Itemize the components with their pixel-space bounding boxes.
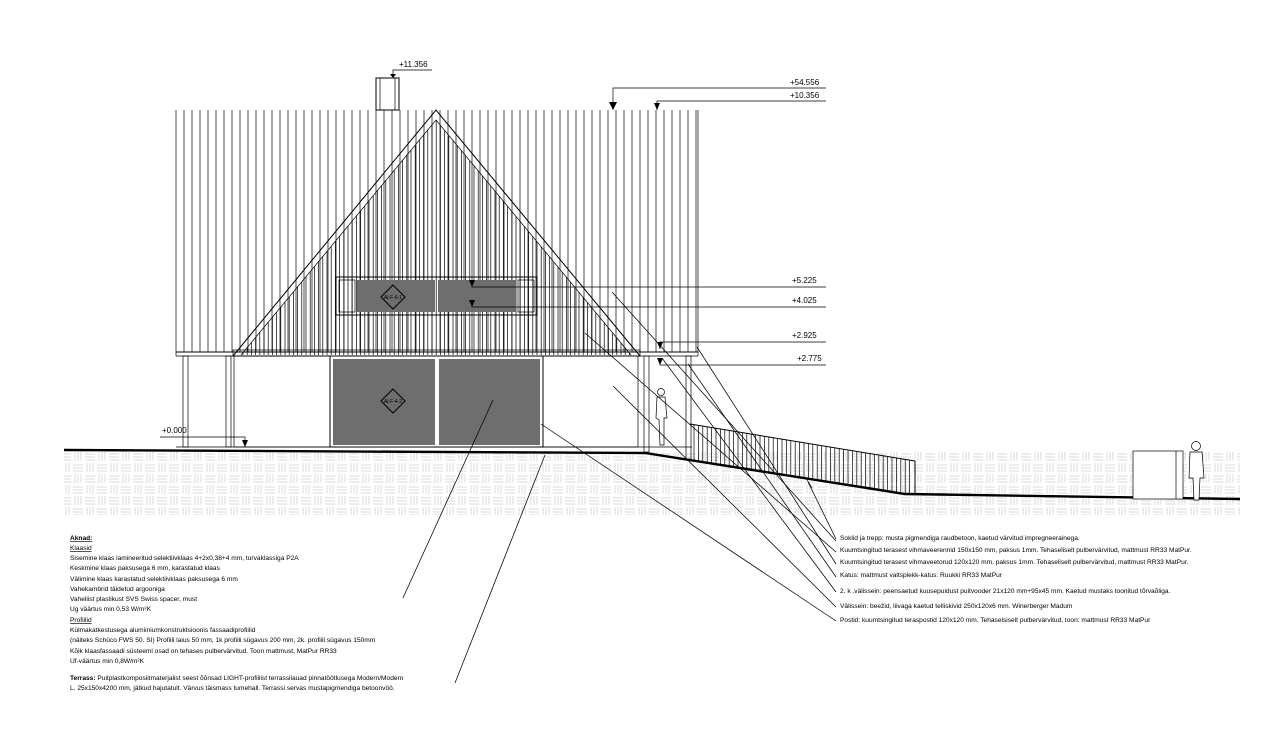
- terrace-note-line-2: L. 25x150x4200 mm, jätkud hajutatult. Värvus täismass tumehall. Terrassi servas mustapigmendiga betoonvöö.: [70, 685, 395, 692]
- chimney: [376, 78, 399, 110]
- window-tag-lower: ALF-4-2: [383, 399, 403, 405]
- brick-wall-right: [543, 356, 638, 447]
- gable: [233, 110, 640, 356]
- note-line: Vahekambrid täidetud argooniga: [70, 586, 165, 593]
- windows-notes: [70, 535, 404, 692]
- leader-line: [585, 333, 836, 552]
- elevation-label: +2.775: [797, 354, 822, 363]
- elevation-label: +4.025: [792, 296, 817, 305]
- downpipe-left: [226, 356, 231, 447]
- material-note: Soklid ja trepp: musta pigmendiga raudbetoon, kaetud värvitud impregneerainega.: [840, 535, 1080, 542]
- roof: [176, 110, 698, 356]
- outbuilding-box: [1133, 451, 1183, 499]
- profile-heading: Profiilid: [70, 617, 92, 624]
- elevation-ridge: [654, 91, 826, 110]
- windows-heading: Aknad:: [70, 535, 93, 542]
- note-line: Sisemine klaas lamineeritud selektiivklaas 4+2x0,38+4 mm, turvaklassiga P2A: [70, 555, 299, 562]
- brick-wall-left: [234, 356, 330, 447]
- elevation-eave-upper: [657, 331, 826, 349]
- note-line: Ug väärtus min 0,53 W/m²K: [70, 606, 151, 613]
- person-figure-1: [656, 389, 667, 446]
- note-line: Külmakatkestusega alumiiniumkonstruktsioonis fassaadiprofiilid: [70, 627, 256, 634]
- note-line: Kõik klaasfassaadi süsteemi osad on tehases pulbervärvitud. Toon mattmust, MatPur RR33: [70, 648, 337, 655]
- material-note: Välissein: beežid, liivaga kaetud telliskivid 250x120x6 mm. Winerberger Madum: [840, 603, 1073, 610]
- elevation-label: +0.000: [162, 426, 187, 435]
- downpipe-right: [644, 356, 649, 452]
- material-note: Kuumtsingitud terasest vihmaveerennid 150x150 mm, paksus 1mm. Tehaseliselt pulbervärvitud, mattmust RR33 MatPur.: [840, 547, 1192, 554]
- ground-hatch: [64, 452, 1240, 515]
- posts: [183, 356, 691, 459]
- elevation-window-top: [469, 276, 826, 287]
- elevation-window-bottom: [469, 296, 826, 307]
- terrace-note-line-1: [70, 675, 404, 682]
- note-line: Vaheliist plastikust SVS Swiss spacer, must: [70, 596, 198, 603]
- note-line: Uf-väärtus min 0,8W/m²K: [70, 658, 145, 665]
- terrace-text: Puitplastkomposiitmaterjalist seest õõnsad LIGHT-profiilist terrassilauad pinnatöötlusega Modern/Modern: [95, 675, 404, 682]
- gable-boards: [243, 118, 629, 355]
- material-notes: [840, 535, 1192, 624]
- material-note: Postid: kuumtsingitud teraspostid 120x120 mm. Tehaselsiselt pulbervärvitud, toon: mattmust RR33 MatPur: [840, 617, 1151, 624]
- elevation-label: +5.225: [792, 276, 817, 285]
- elevation-label: +11.356: [399, 60, 428, 69]
- elevation-label: +10.356: [790, 91, 820, 100]
- lower-storey: [176, 350, 692, 447]
- note-line: Välimine klaas karastatud selektiivklaas paksusega 6 mm: [70, 576, 238, 583]
- terrace-label: Terrass:: [70, 675, 96, 682]
- note-line: Keskmine klaas paksusega 6 mm, karastatud klaas: [70, 565, 220, 572]
- elevation-label: +54.556: [790, 78, 820, 87]
- upper-window-side-pane-left: [339, 280, 355, 312]
- material-note: 2. k .välissein: peensaetud kuusepuidust puitvooder 21x120 mm+95x45 mm. Kaetud mustaks toonitud tõrvaõliga.: [840, 588, 1171, 595]
- material-note: Kuumtsingitud terasest vihmaveetorud 120x120 mm, paksus 1mm. Tehaseliselt pulbervärvitud, mattmust RR33 MatPur.: [840, 559, 1189, 566]
- glass-heading: Klaasid: [70, 545, 92, 552]
- window-tag-upper: ALF-6-1: [383, 295, 403, 301]
- elevation-label: +2.925: [792, 331, 817, 340]
- post-right: [686, 356, 691, 459]
- elevation-chimney-top: [390, 60, 432, 78]
- note-line: (näiteks Schüco FWS 50. SI) Profiili laius 50 mm, 1k profiili sügavus 200 mm, 2k. profiili sügavus 150mm: [70, 637, 376, 644]
- elevation-ground: [160, 426, 248, 447]
- material-note: Katus: mattmust valtsplekk-katus: Ruukki RR33 MatPur: [840, 572, 1002, 579]
- glass-door-right: [439, 359, 540, 445]
- roof-seams: [184, 110, 696, 352]
